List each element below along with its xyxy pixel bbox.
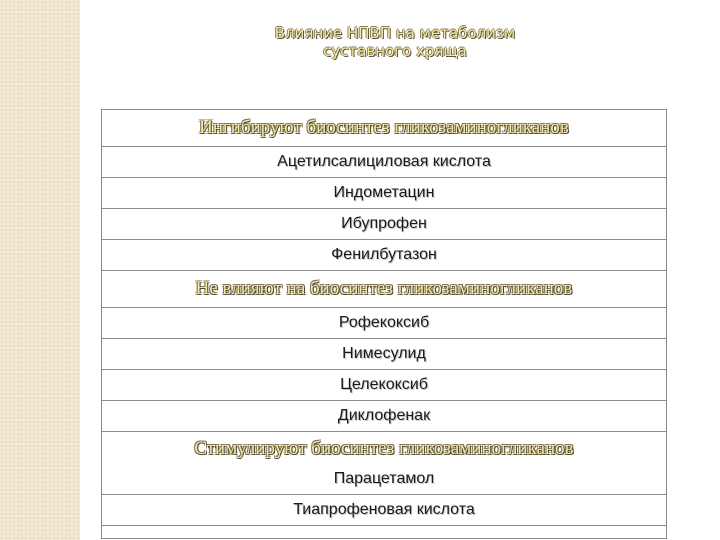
group-heading-inhibit: Ингибируют биосинтез гликозаминогликанов [102, 110, 667, 147]
group-heading-row [102, 271, 667, 308]
empty-cell [102, 526, 667, 539]
table-row [102, 401, 667, 432]
table-row-empty [102, 526, 667, 539]
table-row [102, 209, 667, 240]
table-row [102, 370, 667, 401]
group-merged-cell [102, 432, 667, 495]
slide-title-line-2: суставного хряща [323, 42, 467, 60]
drug-name-cell: Ацетилсалициловая кислота [102, 147, 667, 178]
table-row [102, 339, 667, 370]
drug-name-cell: Целекоксиб [102, 370, 667, 401]
table-row [102, 308, 667, 339]
slide-title [200, 24, 590, 60]
table-row [102, 240, 667, 271]
drug-name-cell: Парацетамол [333, 470, 435, 487]
group-heading-row [102, 110, 667, 147]
nsaid-effects-table [101, 109, 667, 539]
drug-name-cell: Ибупрофен [102, 209, 667, 240]
table-row [102, 495, 667, 526]
group-heading-stimulate: Стимулируют биосинтез гликозаминогликанов [194, 438, 574, 459]
table-row [102, 147, 667, 178]
decorative-side-strip [0, 0, 80, 540]
table-row [102, 178, 667, 209]
drug-name-cell: Диклофенак [102, 401, 667, 432]
drug-name-cell: Нимесулид [102, 339, 667, 370]
drug-name-cell: Рофекоксиб [102, 308, 667, 339]
group-heading-row [102, 432, 667, 495]
drug-name-cell: Тиапрофеновая кислота [102, 495, 667, 526]
group-heading-no-effect: Не влияют на биосинтез гликозаминогликанов [102, 271, 667, 308]
drug-name-cell: Фенилбутазон [102, 240, 667, 271]
drug-name-cell: Индометацин [102, 178, 667, 209]
slide-title-line-1: Влияние НПВП на метаболизм [274, 24, 516, 42]
